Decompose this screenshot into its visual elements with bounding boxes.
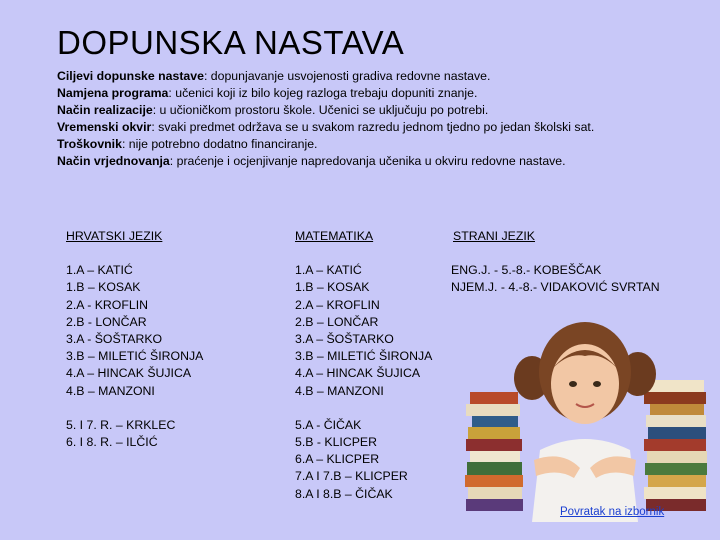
list-item: 3.A – ŠOŠTARKO (295, 332, 394, 347)
column-header: MATEMATIKA (295, 229, 374, 243)
spacer (295, 400, 432, 417)
list-item: NJEM.J. - 4.-8.- VIDAKOVIĆ SVRTAN (451, 280, 660, 295)
intro-realization: Način realizacije: u učioničkom prostoru škole. Učenici se uključuju po potrebi. (57, 103, 489, 117)
list-item: 5. I 7. R. – KRKLEC (66, 417, 176, 432)
program-description (57, 68, 617, 170)
intro-goals: Ciljevi dopunske nastave: dopunjavanje usvojenosti gradiva redovne nastave. (57, 69, 491, 83)
book-stack-left (465, 392, 523, 511)
list-item: 2.A - KROFLIN (66, 297, 149, 312)
column-hrvatski-jezik (66, 228, 203, 451)
list-item: 4.B – MANZONI (295, 383, 384, 398)
list-item: 8.A I 8.B – ČIČAK (295, 486, 393, 501)
list-item: 4.A – HINCAK ŠUJICA (66, 366, 192, 381)
intro-costs: Troškovnik: nije potrebno dodatno financiranje. (57, 137, 318, 151)
list-item: ENG.J. - 5.-8.- KOBEŠČAK (451, 263, 602, 278)
list-item: 7.A I 7.B – KLICPER (295, 469, 408, 484)
list-item: 2.B – LONČAR (295, 314, 379, 329)
intro-purpose: Namjena programa: učenici koji iz bilo kojeg razloga trebaju dopuniti znanje. (57, 86, 478, 100)
column-header: HRVATSKI JEZIK (66, 229, 163, 243)
list-item: 3.A - ŠOŠTARKO (66, 332, 163, 347)
book-stack-right (644, 380, 707, 511)
list-item: 3.B – MILETIĆ ŠIRONJA (295, 349, 433, 364)
list-item: 5.B - KLICPER (295, 435, 378, 450)
intro-evaluation: Način vrjednovanja: praćenje i ocjenjivanje napredovanja učenika u okviru redovne nastave. (57, 154, 566, 168)
list-item: 2.B - LONČAR (66, 314, 147, 329)
page-title: DOPUNSKA NASTAVA (57, 24, 405, 61)
list-item: 1.A – KATIĆ (295, 263, 362, 278)
spacer (66, 400, 203, 417)
list-item: 3.B – MILETIĆ ŠIRONJA (66, 349, 204, 364)
list-item: 4.A – HINCAK ŠUJICA (295, 366, 421, 381)
column-header: STRANI JEZIK (453, 229, 535, 243)
list-item: 6.A – KLICPER (295, 452, 380, 467)
column-matematika (295, 228, 432, 503)
list-item: 2.A – KROFLIN (295, 297, 380, 312)
list-item: 4.B – MANZONI (66, 383, 155, 398)
back-to-menu-link[interactable]: Povratak na izbornik (560, 506, 665, 518)
list-item: 5.A - ČIČAK (295, 417, 362, 432)
list-item: 1.B – KOSAK (66, 280, 141, 295)
column-strani-jezik (451, 228, 660, 297)
girl-figure (514, 322, 656, 522)
list-item: 1.A – KATIĆ (66, 263, 133, 278)
girl-with-books-illustration (462, 300, 710, 522)
intro-timeframe: Vremenski okvir: svaki predmet održava se u svakom razredu jednom tjedno po jedan školski sat. (57, 120, 595, 134)
list-item: 6. I 8. R. – ILČIĆ (66, 435, 158, 450)
list-item: 1.B – KOSAK (295, 280, 370, 295)
